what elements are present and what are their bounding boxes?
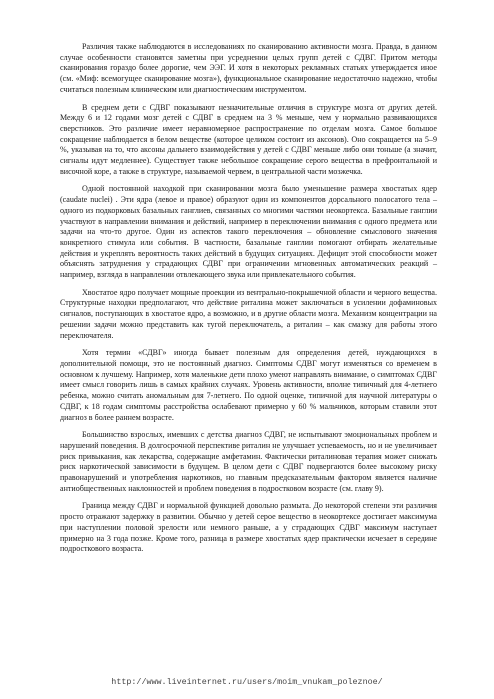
document-page — [60, 42, 437, 555]
paragraph: Различия также наблюдаются в исследованиях по сканированию активности мозга. Правда, в данном случае особенности становятся заметны при усреднении целых групп детей с СДВГ. Притом методы сканирования гораздо более дорогие, чем ЭЭГ. И хотя в некоторых рекламных статьях утверждается иное (см. «Миф: всемогущее сканирование мозга»), функциональное сканирование недостаточно надежно, чтобы считаться полезным клиническим или диагностическим инструментом. — [60, 42, 437, 94]
paragraph: Хотя термин «СДВГ» иногда бывает полезным для определения детей, нуждающихся в дополнительной помощи, это не постоянный диагноз. Симптомы СДВГ могут изменяться со временем в основном к лучшему. Например, хотя маленькие дети плохо умеют направлять внимание, о симптомах СДВГ имеет смысл говорить лишь в самых крайних случаях. Уровень активности, вполне типичный для 4-летнего ребенка, можно считать аномальным для 7-летнего. По одной оценке, типичной для научной литературы о СДВГ, к 18 годам симптомы расстройства ослабевают примерно у 60 % мальчиков, которым ставили этот диагноз в более раннем возрасте. — [60, 348, 437, 422]
paragraph: Большинство взрослых, имевших с детства диагноз СДВГ, не испытывают эмоциональных проблем и нарушений поведения. В долгосрочной перспективе риталин не улучшает успеваемость, но и не увеличивает риск привыкания, как лекарства, содержащие амфетамин. Фактически риталиновая терапия может снижать риск наркотической зависимости в будущем. В целом дети с СДВГ подвергаются более высокому риску правонарушений и употребления наркотиков, но главным предсказательным фактором является наличие антиобщественных наклонностей и проблем поведения в подростковом возрасте (см. главу 9). — [60, 430, 437, 493]
footer-url: http://www.liveinternet.ru/users/moim_vnukam_poleznoe/ — [111, 677, 383, 687]
paragraph: Граница между СДВГ и нормальной функцией довольно размыта. До некоторой степени эти различия просто отражают задержку в развитии. Обычно у детей серое вещество в неокортексе достигает максимума при наступлении половой зрелости или немного раньше, а у страдающих СДВГ максимум наступает примерно на 3 года позже. Кроме того, разница в размере хвостатых ядер практически исчезает в середине подросткового возраста. — [60, 501, 437, 554]
paragraph: Одной постоянной находкой при сканировании мозга было уменьшение размера хвостатых ядер (caudate nuclei) . Эти ядра (левое и правое) образуют один из компонентов дорсального полосатого тела – одного из подкорковых базальных ганглиев, связанных со многими частями неокортекса. Базальные ганглии участвуют в направлении внимания и действий, например в переключении внимания с одного предмета или задачи на что-то другое. Один из аспектов такого переключения – обновление смыслового значения конкретного стимула или события. В частности, базальные ганглии помогают отбирать желательные действия и укреплять вероятность таких действий в будущих ситуациях. Дефицит этой способности может объяснять затруднения у страдающих СДВГ при ограничении мгновенных автоматических реакций – например, взгляда в направлении отвлекающего звука или привлекательного события. — [60, 184, 437, 280]
paragraph: В среднем дети с СДВГ показывают незначительные отличия в структуре мозга от других детей. Между 6 и 12 годами мозг детей с СДВГ в среднем на 3 % меньше, чем у нормально развивающихся сверстников. Это различие имеет неравномерное распространение по отделам мозга. Самое большое сокращение наблюдается в белом веществе (которое целиком состоит из аксонов). Оно сокращается на 5–9 %, указывая на то, что аксоны дальнего взаимодействия у детей с СДВГ меньше либо они тоньше (а значит, сигналы идут медленнее). Существует также небольшое сокращение серого вещества в префронтальной и височной коре, а также в структуре, называемой червем, в центральной части мозжечка. — [60, 102, 437, 176]
paragraph: Хвостатое ядро получает мощные проекции из вентрально-покрышечной области и черного вещества. Структурные находки предполагают, что действие риталина может заключаться в усилении дофаминовых сигналов, поступающих в хвостатое ядро, а возможно, и в другие области мозга. Механизм концентрации на решении задачи можно представить как тугой переключатель, а риталин – как смазку для работы этого переключателя. — [60, 287, 437, 340]
